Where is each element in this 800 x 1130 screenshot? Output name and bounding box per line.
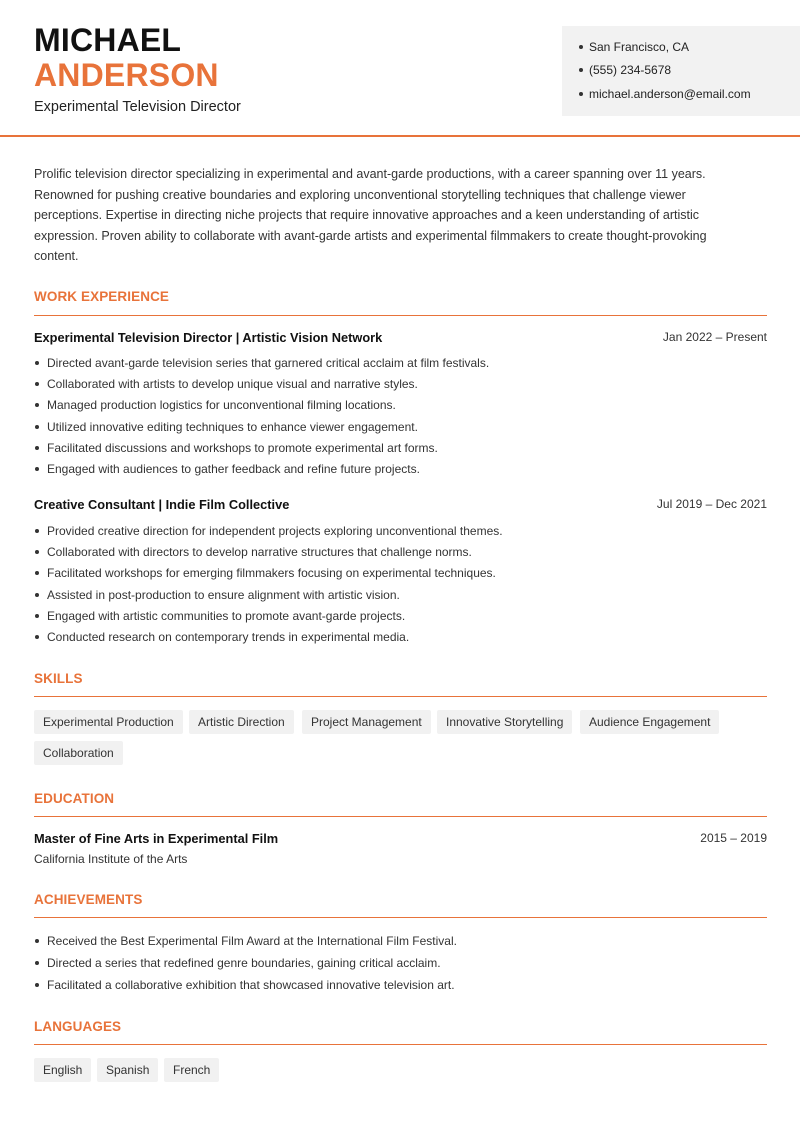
- skills-heading: SKILLS: [34, 671, 83, 686]
- list-item: Collaborated with artists to develop unique visual and narrative styles.: [34, 377, 764, 398]
- list-item: Collaborated with directors to develop narrative structures that challenge norms.: [34, 545, 764, 566]
- contact-location: San Francisco, CA: [579, 40, 689, 54]
- list-item: Facilitated a collaborative exhibition that showcased innovative television art.: [34, 978, 764, 1000]
- list-item: Facilitated discussions and workshops to promote experimental art forms.: [34, 441, 764, 462]
- achievements-heading: ACHIEVEMENTS: [34, 892, 143, 907]
- language-tag: Spanish: [97, 1058, 158, 1082]
- skill-tag: Audience Engagement: [580, 710, 719, 734]
- list-item: Engaged with audiences to gather feedback and refine future projects.: [34, 462, 764, 483]
- job-dates-1: Jan 2022 – Present: [662, 330, 767, 344]
- language-tag: French: [164, 1058, 219, 1082]
- education-dates: 2015 – 2019: [700, 831, 767, 845]
- list-item: Engaged with artistic communities to promote avant-garde projects.: [34, 609, 764, 630]
- skill-tag: Artistic Direction: [189, 710, 294, 734]
- contact-box: [562, 26, 800, 116]
- section-divider: [34, 1044, 767, 1045]
- bullet-dot-icon: [579, 45, 583, 49]
- skill-tag: Innovative Storytelling: [437, 710, 572, 734]
- bullet-dot-icon: [579, 68, 583, 72]
- list-item: Provided creative direction for independent projects exploring unconventional themes.: [34, 524, 764, 545]
- achievements-list: [34, 934, 764, 1000]
- bullet-dot-icon: [579, 92, 583, 96]
- skill-tag: Experimental Production: [34, 710, 183, 734]
- professional-summary: Prolific television director specializing in experimental and avant-garde productions, with a career spanning over 11 years. Renowned for pushing creative boundaries and exploring unconventional storytelling techniques that challenge viewer perceptions. Expertise in directing niche projects that require innovative approaches and a keen understanding of artistic expression. Proven ability to collaborate with avant-garde artists and experimental filmmakers to create thought-provoking content.: [34, 167, 707, 263]
- list-item: Received the Best Experimental Film Award at the International Film Festival.: [34, 934, 764, 956]
- job-title-2: Creative Consultant | Indie Film Collective: [34, 497, 290, 512]
- language-tag: English: [34, 1058, 91, 1082]
- list-item: Utilized innovative editing techniques to enhance viewer engagement.: [34, 420, 764, 441]
- last-name: ANDERSON: [34, 57, 219, 93]
- header-divider: [0, 135, 800, 137]
- first-name: MICHAEL: [34, 22, 182, 58]
- school-name: California Institute of the Arts: [34, 852, 188, 866]
- list-item: Assisted in post-production to ensure alignment with artistic vision.: [34, 588, 764, 609]
- list-item: Facilitated workshops for emerging filmmakers focusing on experimental techniques.: [34, 566, 764, 587]
- job-bullets-2: [34, 524, 764, 651]
- list-item: Directed avant-garde television series that garnered critical acclaim at film festivals.: [34, 356, 764, 377]
- section-divider: [34, 315, 767, 316]
- job-dates-2: Jul 2019 – Dec 2021: [656, 497, 767, 511]
- job-title-1: Experimental Television Director | Artistic Vision Network: [34, 330, 383, 345]
- section-divider: [34, 816, 767, 817]
- section-divider: [34, 696, 767, 697]
- list-item: Conducted research on contemporary trends in experimental media.: [34, 630, 764, 651]
- skill-tag: Project Management: [302, 710, 431, 734]
- job-bullets-1: [34, 356, 764, 483]
- job-title: Experimental Television Director: [34, 99, 241, 115]
- contact-phone: (555) 234-5678: [579, 63, 671, 77]
- section-divider: [34, 917, 767, 918]
- skill-tag: Collaboration: [34, 741, 123, 765]
- work-experience-heading: WORK EXPERIENCE: [34, 289, 170, 304]
- education-heading: EDUCATION: [34, 791, 115, 806]
- list-item: Managed production logistics for unconventional filming locations.: [34, 398, 764, 419]
- list-item: Directed a series that redefined genre boundaries, gaining critical acclaim.: [34, 956, 764, 978]
- languages-heading: LANGUAGES: [34, 1019, 122, 1034]
- resume-header: [0, 0, 800, 136]
- degree-title: Master of Fine Arts in Experimental Film: [34, 831, 279, 846]
- contact-email: michael.anderson@email.com: [579, 87, 751, 101]
